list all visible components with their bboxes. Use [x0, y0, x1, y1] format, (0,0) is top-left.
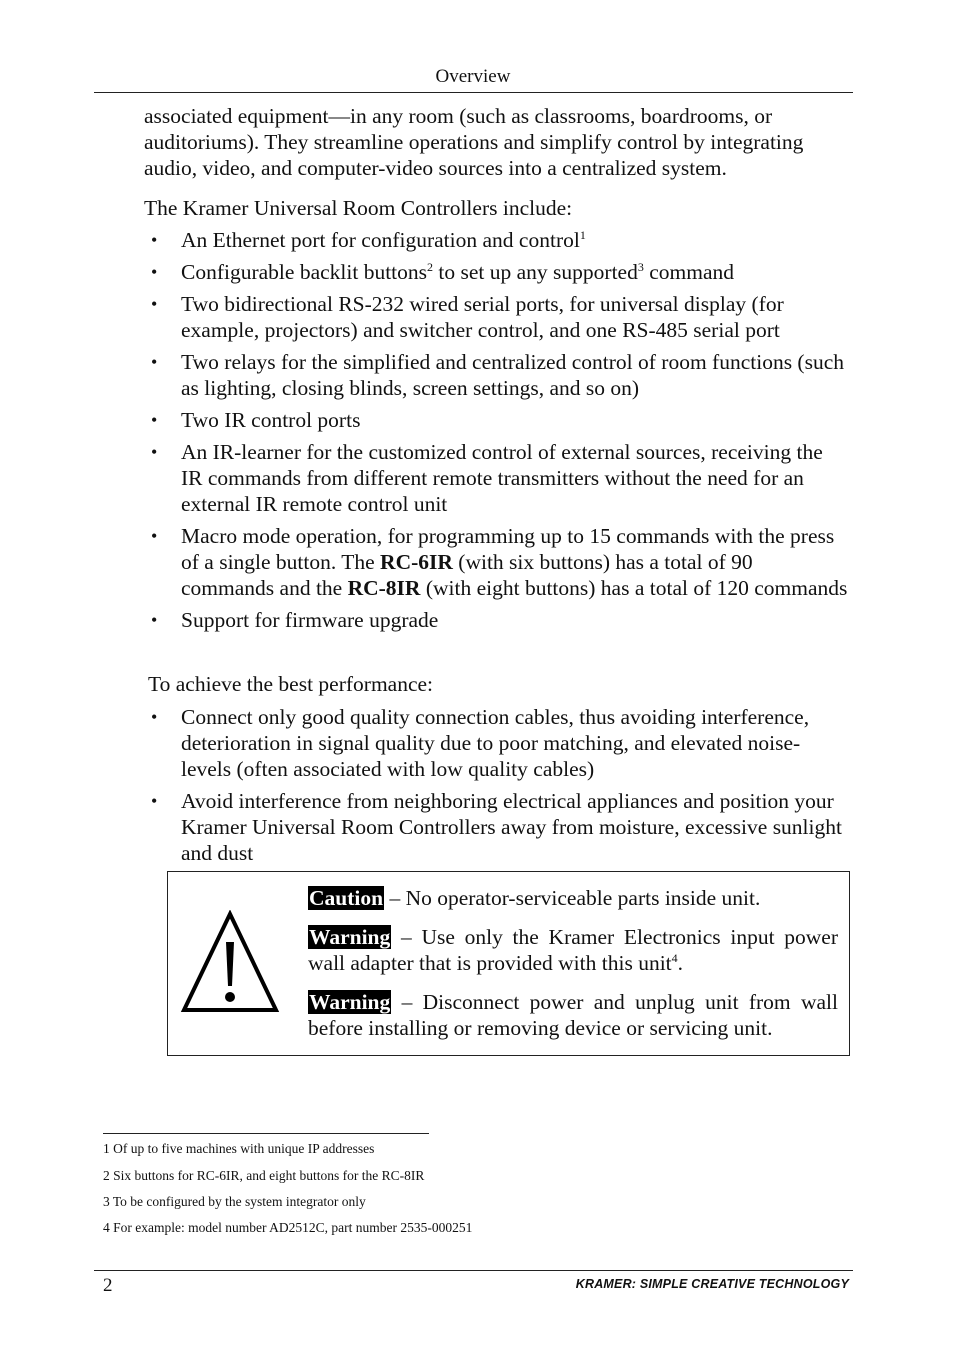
bullet-icon: • [151, 294, 158, 314]
bullet-icon: • [151, 442, 158, 462]
performance-heading: To achieve the best performance: [148, 672, 434, 696]
bullet-icon: • [151, 610, 158, 630]
footer-brand: KRAMER: SIMPLE CREATIVE TECHNOLOGY [575, 1277, 849, 1291]
bullet-icon: • [151, 526, 158, 546]
list-item: • Two relays for the simplified and centralized control of room functions (such as lighting, closing blinds, screen settings, and so on) [151, 350, 845, 400]
warning-disconnect-power: Warning – Disconnect power and unplug unit from wall before installing or removing device or servicing unit. [308, 990, 838, 1040]
footnote-3: 3 To be configured by the system integrator only [103, 1194, 366, 1209]
warning-power-adapter: Warning – Use only the Kramer Electronics input power wall adapter that is provided with this unit$^4$. [308, 925, 838, 975]
list-item: • Configurable backlit buttons$^2$ to set up any supported$^3$ command [151, 260, 735, 284]
list-item: • Support for firmware upgrade [151, 608, 439, 632]
footnote-4: 4 For example: model number AD2512C, part number 2535-000251 [103, 1220, 473, 1235]
intro-paragraph: associated equipment—in any room (such as classrooms, boardrooms, or auditoriums). They streamline operations and simplify control by integrating audio, video, and computer-video sources into a centralized system. [144, 104, 804, 180]
bullet-icon: • [151, 230, 158, 250]
model-rc-8ir: RC-8IR [347, 576, 421, 600]
page-header-title: Overview [435, 66, 511, 87]
caution-box [167, 871, 850, 1056]
warning-tag: Warning [309, 990, 391, 1014]
warning-triangle-icon [180, 910, 280, 1016]
bullet-icon: • [151, 410, 158, 430]
list-item: • Two bidirectional RS-232 wired serial ports, for universal display (for example, projectors) and switcher control, and one RS-485 serial port [151, 292, 784, 342]
list-item: • Connect only good quality connection cables, thus avoiding interference, deterioration in signal quality due to poor matching, and elevated noise-levels (often associated with low quality cables) [151, 705, 810, 781]
warning-tag: Warning [309, 925, 391, 949]
caution-tag: Caution [309, 886, 384, 910]
list-item: • Two IR control ports [151, 408, 361, 432]
bullet-icon: • [151, 707, 158, 727]
includes-heading: The Kramer Universal Room Controllers include: [144, 196, 573, 220]
footnote-rule [103, 1133, 429, 1134]
header-rule [94, 92, 853, 93]
bullet-icon: • [151, 352, 158, 372]
footer-rule [94, 1270, 853, 1271]
caution-line: Caution – No operator-serviceable parts inside unit. [309, 886, 761, 910]
footnote-1: 1 Of up to five machines with unique IP addresses [103, 1141, 375, 1156]
list-item: • An IR-learner for the customized control of external sources, receiving the IR commands from different remote transmitters without the need for an external IR remote control unit [151, 440, 823, 516]
footnote-2: 2 Six buttons for RC-6IR, and eight buttons for the RC-8IR [103, 1168, 425, 1183]
bullet-icon: • [151, 791, 158, 811]
page-number: 2 [103, 1275, 113, 1296]
list-item: • Macro mode operation, for programming up to 15 commands with the press of a single button. The RC-6IR (with six buttons) has a total of 90 commands and the RC-8IR (with eight buttons) has a total of 120 commands [151, 524, 848, 600]
performance-list [144, 704, 849, 872]
includes-list [144, 227, 849, 639]
list-item: • An Ethernet port for configuration and control$^1$ [151, 228, 586, 252]
bullet-icon: • [151, 262, 158, 282]
model-rc-6ir: RC-6IR [380, 550, 453, 574]
list-item: • Avoid interference from neighboring electrical appliances and position your Kramer Universal Room Controllers away from moisture, excessive sunlight and dust [151, 789, 842, 865]
